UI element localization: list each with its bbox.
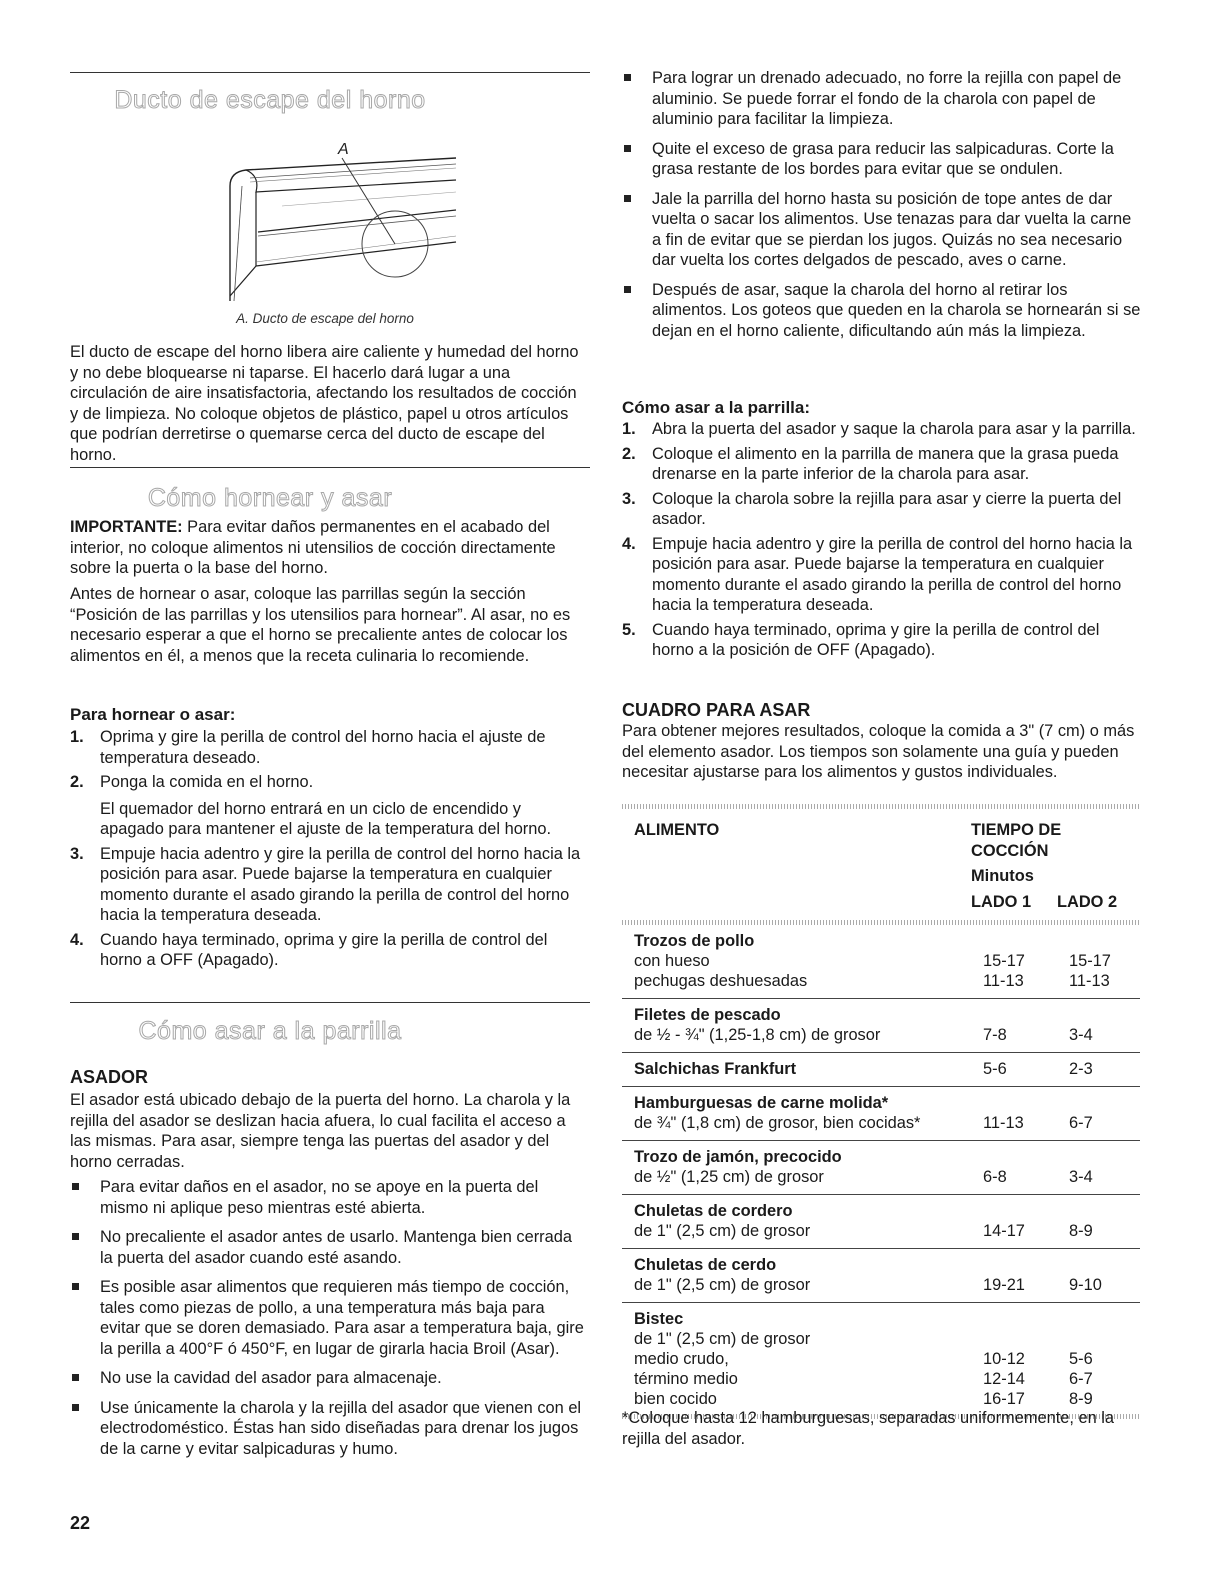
bullet-icon (72, 1404, 79, 1411)
table-row: Salchichas Frankfurt 5-6 2-3 (622, 1053, 1140, 1087)
bake-body-text: Antes de hornear o asar, coloque las parrillas según la sección “Posición de las parrillas y los utensilios para hornear”. Al asar, no es necesario esperar a que el horno se precaliente antes de colocar los alimentos en él, a menos que la receta culinaria lo recomiende. (70, 585, 571, 665)
bake-steps (70, 727, 585, 971)
asador-body-text: El asador está ubicado debajo de la puerta del horno. La charola y la rejilla del asador se deslizan hacia afuera, lo cual facilita el acceso a las mismas. Para asar, siempre tenga las puertas del asador y del horno cerradas. (70, 1091, 571, 1171)
bullet-icon (72, 1183, 79, 1190)
header-time-2: COCCIÓN (971, 842, 1049, 860)
list-item: 3. Coloque la charola sobre la rejilla para asar y cierre la puerta del asador. (622, 489, 1122, 528)
broil-heading: Cómo asar a la parrilla: (622, 398, 811, 417)
bullet-icon (72, 1283, 79, 1290)
table-row: Bistec de 1" (2,5 cm) de grosor medio crudo, 10-12 5-6 término medio 12-14 6-7 bien cocido 16-17 8-9 (634, 1310, 1093, 1408)
section-title-broil: Cómo asar a la parrilla (138, 1017, 402, 1045)
table-row: Chuletas de cerdo de 1" (2,5 cm) de grosor 19-21 9-10 (622, 1249, 1140, 1303)
bullet-icon (72, 1233, 79, 1240)
section-divider (70, 467, 590, 468)
chart-intro: Para obtener mejores resultados, coloque la comida a 3" (7 cm) o más del elemento asador. Los tiempos son solamente una guía y pueden necesitar ajustarse para los alimentos y gustos individuales. (622, 722, 1135, 781)
list-item: Es posible asar alimentos que requieren más tiempo de cocción, tales como piezas de pollo, a una temperatura más baja para evitar que se doren demasiado. Para asar a temperatura baja, gire la perilla a 400°F ó 450°F, en lugar de girarla hacia Broil (Asar). (70, 1277, 585, 1359)
important-text: Para evitar daños permanentes en el acabado del interior, no coloque alimentos ni utensilios de cocción directamente sobre la puerta o la base del horno. (70, 518, 556, 577)
header-side1: LADO 1 (971, 893, 1032, 911)
table-row: Hamburguesas de carne molida* de ¾" (1,8 cm) de grosor, bien cocidas* 11-13 6-7 (622, 1087, 1140, 1141)
table-row: Filetes de pescado de ½ - ¾" (1,25-1,8 cm) de grosor 7-8 3-4 (622, 999, 1140, 1053)
table-footnote: *Coloque hasta 12 hamburguesas, separadas uniformemente, en la rejilla del asador. (622, 1409, 1115, 1448)
list-item: Después de asar, saque la charola del horno al retirar los alimentos. Los goteos que queden en la charola se hornearán si se dejan en el horno caliente, dificultando aún más la limpieza. (622, 280, 1142, 342)
list-item: 2. Coloque el alimento en la parrilla de manera que la grasa pueda drenarse en la parte inferior de la charola para asar. (622, 444, 1119, 483)
important-note (70, 517, 585, 579)
header-side2: LADO 2 (1057, 893, 1118, 911)
broil-table (622, 804, 1140, 1419)
list-item: No precaliente el asador antes de usarlo. Mantenga bien cerrada la puerta del asador cuando esté asando. (70, 1227, 585, 1268)
list-item: 4. Cuando haya terminado, oprima y gire la perilla de control del horno a OFF (Apagado). (70, 930, 548, 969)
section-divider (70, 1002, 590, 1003)
list-item: No use la cavidad del asador para almacenaje. (70, 1368, 585, 1389)
table-row: Trozo de jamón, precocido de ½" (1,25 cm) de grosor 6-8 3-4 (622, 1141, 1140, 1195)
header-food: ALIMENTO (634, 821, 720, 839)
bake-heading: Para hornear o asar: (70, 705, 236, 724)
page-number: 22 (70, 1513, 91, 1533)
bullet-icon (624, 286, 631, 293)
list-item: 1. Abra la puerta del asador y saque la charola para asar y la parrilla. (622, 420, 1136, 438)
header-time-1: TIEMPO DE (971, 821, 1062, 839)
asador-heading: ASADOR (70, 1067, 149, 1087)
broil-steps (622, 419, 1142, 661)
list-item: Para lograr un drenado adecuado, no forre la rejilla con papel de aluminio. Se puede forrar el fondo de la charola con papel de aluminio para facilitar la limpieza. (622, 68, 1142, 130)
section-title-vent: Ducto de escape del horno (114, 86, 426, 114)
broil-tips-bullets (622, 68, 1142, 341)
bullet-icon (72, 1374, 79, 1381)
oven-vent-illustration (220, 136, 460, 306)
bullet-icon (624, 145, 631, 152)
header-minutes: Minutos (971, 867, 1034, 885)
table-row: Trozos de pollo con hueso 15-17 15-17 pechugas deshuesadas 11-13 11-13 (622, 925, 1140, 999)
list-item: 2. Ponga la comida en el horno. El quemador del horno entrará en un ciclo de encendido y apagado para mantener el ajuste de la temperatura del horno. (70, 773, 552, 838)
list-item: Quite el exceso de grasa para reducir las salpicaduras. Corte la grasa restante de los bordes para evitar que se ondulen. (622, 139, 1142, 180)
bullet-icon (624, 195, 631, 202)
bullet-icon (624, 74, 631, 81)
list-item: 5. Cuando haya terminado, oprima y gire la perilla de control del horno a la posición de OFF (Apagado). (622, 620, 1100, 659)
table-row: Chuletas de cordero de 1" (2,5 cm) de grosor 14-17 8-9 (622, 1195, 1140, 1249)
important-label: IMPORTANTE: (70, 518, 183, 536)
asador-bullets (70, 1177, 585, 1459)
list-item: 1. Oprima y gire la perilla de control del horno hacia el ajuste de temperatura deseado. (70, 728, 546, 767)
vent-body-text: El ducto de escape del horno libera aire caliente y humedad del horno y no debe bloquearse ni taparse. El hacerlo dará lugar a una circulación de aire insatisfactoria, afectando los resultados de cocción y de limpieza. No coloque objetos de plástico, papel u otros artículos que podrían derretirse o quemarse cerca del ducto de escape del horno. (70, 343, 579, 464)
list-item: 4. Empuje hacia adentro y gire la perilla de control del horno hacia la posición para asar. Puede bajarse la temperatura en cualquier momento durante el asado girando la perilla de control del horno hacia la temperatura deseada. (622, 534, 1133, 614)
list-item: Use únicamente la charola y la rejilla del asador que vienen con el electrodoméstico. Éstas han sido diseñadas para drenar los jugos de la carne y evitar salpicaduras y humo. (70, 1398, 585, 1460)
list-item: Jale la parrilla del horno hasta su posición de tope antes de dar vuelta o sacar los alimentos. Use tenazas para dar vuelta la carne a fin de evitar que se pierdan los jugos. Quizás no sea necesario dar vuelta los cortes delgados de pescado, aves o carne. (622, 189, 1142, 271)
table-header (622, 809, 1140, 912)
list-item: 3. Empuje hacia adentro y gire la perilla de control del horno hacia la posición para asar. Puede bajarse la temperatura en cualquier momento durante el asado girando la perilla de control del horno hacia la temperatura deseada. (70, 844, 581, 924)
list-item: Para evitar daños en el asador, no se apoye en la puerta del mismo ni aplique peso mientras esté abierta. (70, 1177, 585, 1218)
figure-label-a: A (338, 141, 349, 158)
section-title-bake: Cómo hornear y asar (147, 484, 393, 512)
figure-caption: A. Ducto de escape del horno (236, 311, 414, 326)
chart-heading: CUADRO PARA ASAR (622, 700, 811, 720)
section-divider (70, 72, 590, 73)
